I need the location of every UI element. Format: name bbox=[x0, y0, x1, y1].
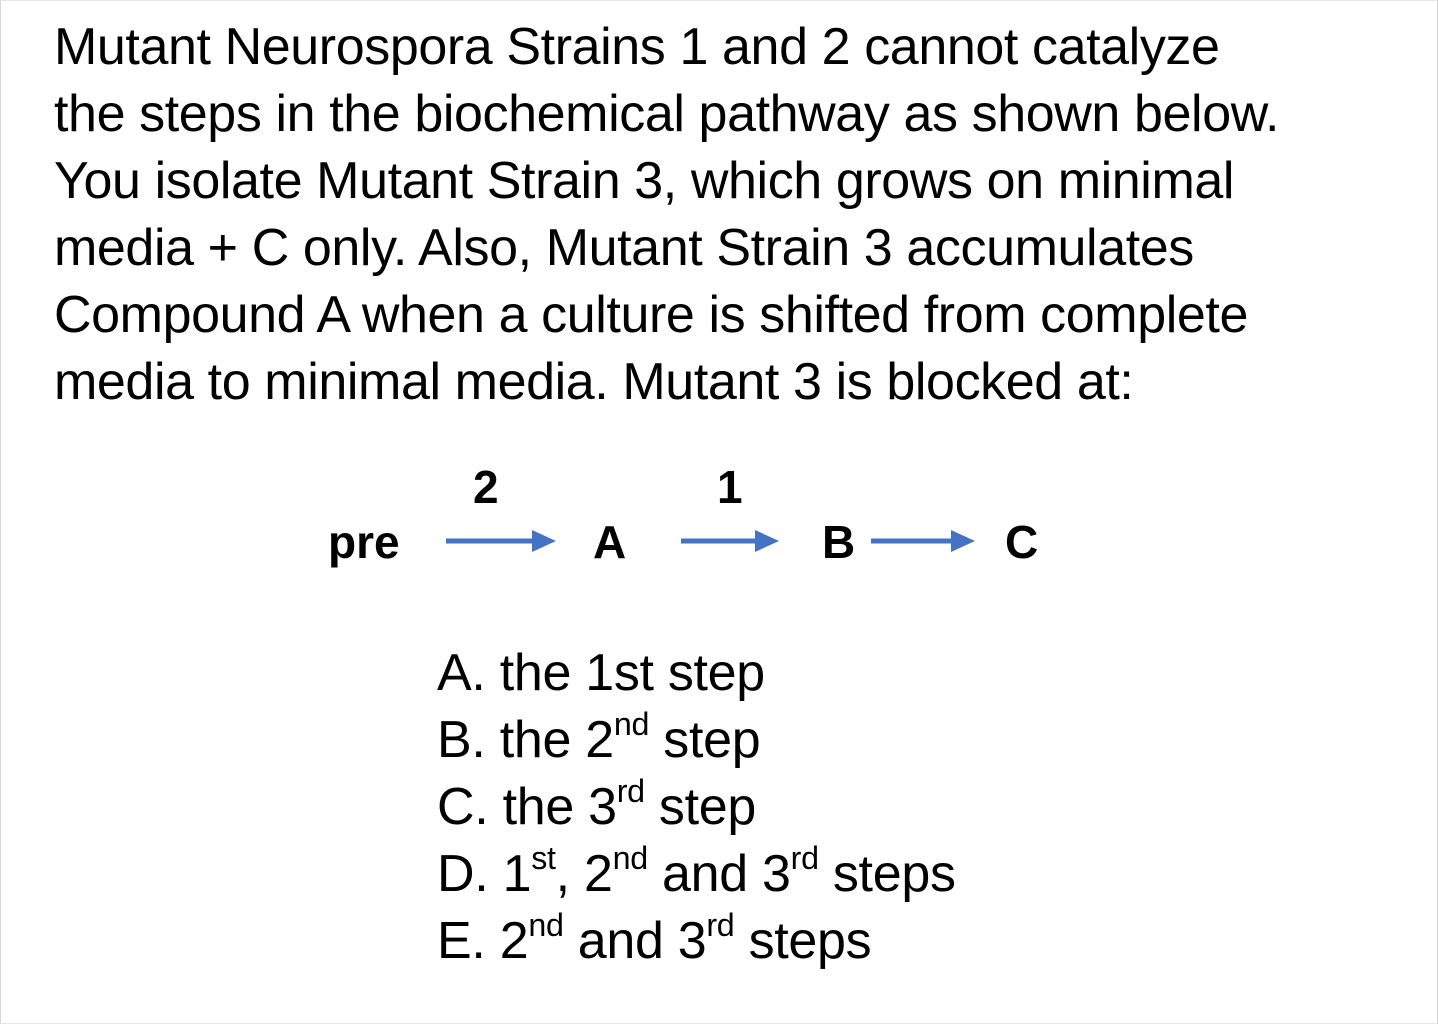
answer-options bbox=[437, 640, 956, 975]
option-text: 2 bbox=[499, 912, 529, 970]
option-text: steps bbox=[734, 912, 872, 970]
node-b: B bbox=[822, 516, 856, 568]
option-superscript: nd bbox=[613, 706, 650, 743]
option-letter: E. bbox=[437, 912, 500, 970]
arrow-b-to-c bbox=[871, 528, 977, 554]
option-text: steps bbox=[818, 845, 956, 903]
step-label-2: 2 bbox=[473, 461, 499, 513]
question-line: the steps in the biochemical pathway as shown below. bbox=[54, 85, 1280, 143]
answer-option[interactable] bbox=[437, 707, 956, 774]
option-letter: A. bbox=[437, 644, 500, 702]
option-letter: C. bbox=[437, 778, 503, 836]
option-letter: D. bbox=[437, 845, 503, 903]
option-text: and 3 bbox=[563, 912, 707, 970]
arrow-a-to-b bbox=[681, 528, 781, 554]
option-superscript: nd bbox=[612, 840, 648, 877]
option-text: 1 bbox=[502, 845, 532, 903]
option-text: the 1st step bbox=[499, 644, 765, 702]
question-line: media + C only. Also, Mutant Strain 3 accumulates bbox=[54, 219, 1194, 277]
option-superscript: nd bbox=[528, 907, 564, 944]
option-text: the 2 bbox=[499, 711, 614, 769]
option-superscript: st bbox=[531, 840, 556, 877]
option-superscript: rd bbox=[790, 840, 819, 877]
answer-option[interactable] bbox=[437, 908, 956, 975]
answer-option[interactable] bbox=[437, 640, 956, 707]
option-letter: B. bbox=[437, 711, 500, 769]
option-text: step bbox=[644, 778, 757, 836]
arrow-pre-to-a bbox=[446, 528, 558, 554]
option-text: , 2 bbox=[555, 845, 613, 903]
node-pre: pre bbox=[328, 516, 400, 568]
step-label-1: 1 bbox=[717, 461, 743, 513]
node-c: C bbox=[1005, 516, 1039, 568]
answer-option[interactable] bbox=[437, 841, 956, 908]
option-superscript: rd bbox=[616, 773, 645, 810]
option-text: the 3 bbox=[502, 778, 617, 836]
option-text: and 3 bbox=[647, 845, 791, 903]
option-text: step bbox=[649, 711, 761, 769]
answer-option[interactable] bbox=[437, 774, 956, 841]
question-line: media to minimal media. Mutant 3 is blocked at: bbox=[54, 353, 1134, 411]
question-line: Compound A when a culture is shifted from complete bbox=[54, 286, 1248, 344]
question-line: You isolate Mutant Strain 3, which grows on minimal bbox=[54, 152, 1235, 210]
question-line: Mutant Neurospora Strains 1 and 2 cannot catalyze bbox=[54, 18, 1220, 76]
question-text bbox=[54, 14, 1424, 416]
option-superscript: rd bbox=[706, 907, 735, 944]
node-a: A bbox=[593, 516, 627, 568]
